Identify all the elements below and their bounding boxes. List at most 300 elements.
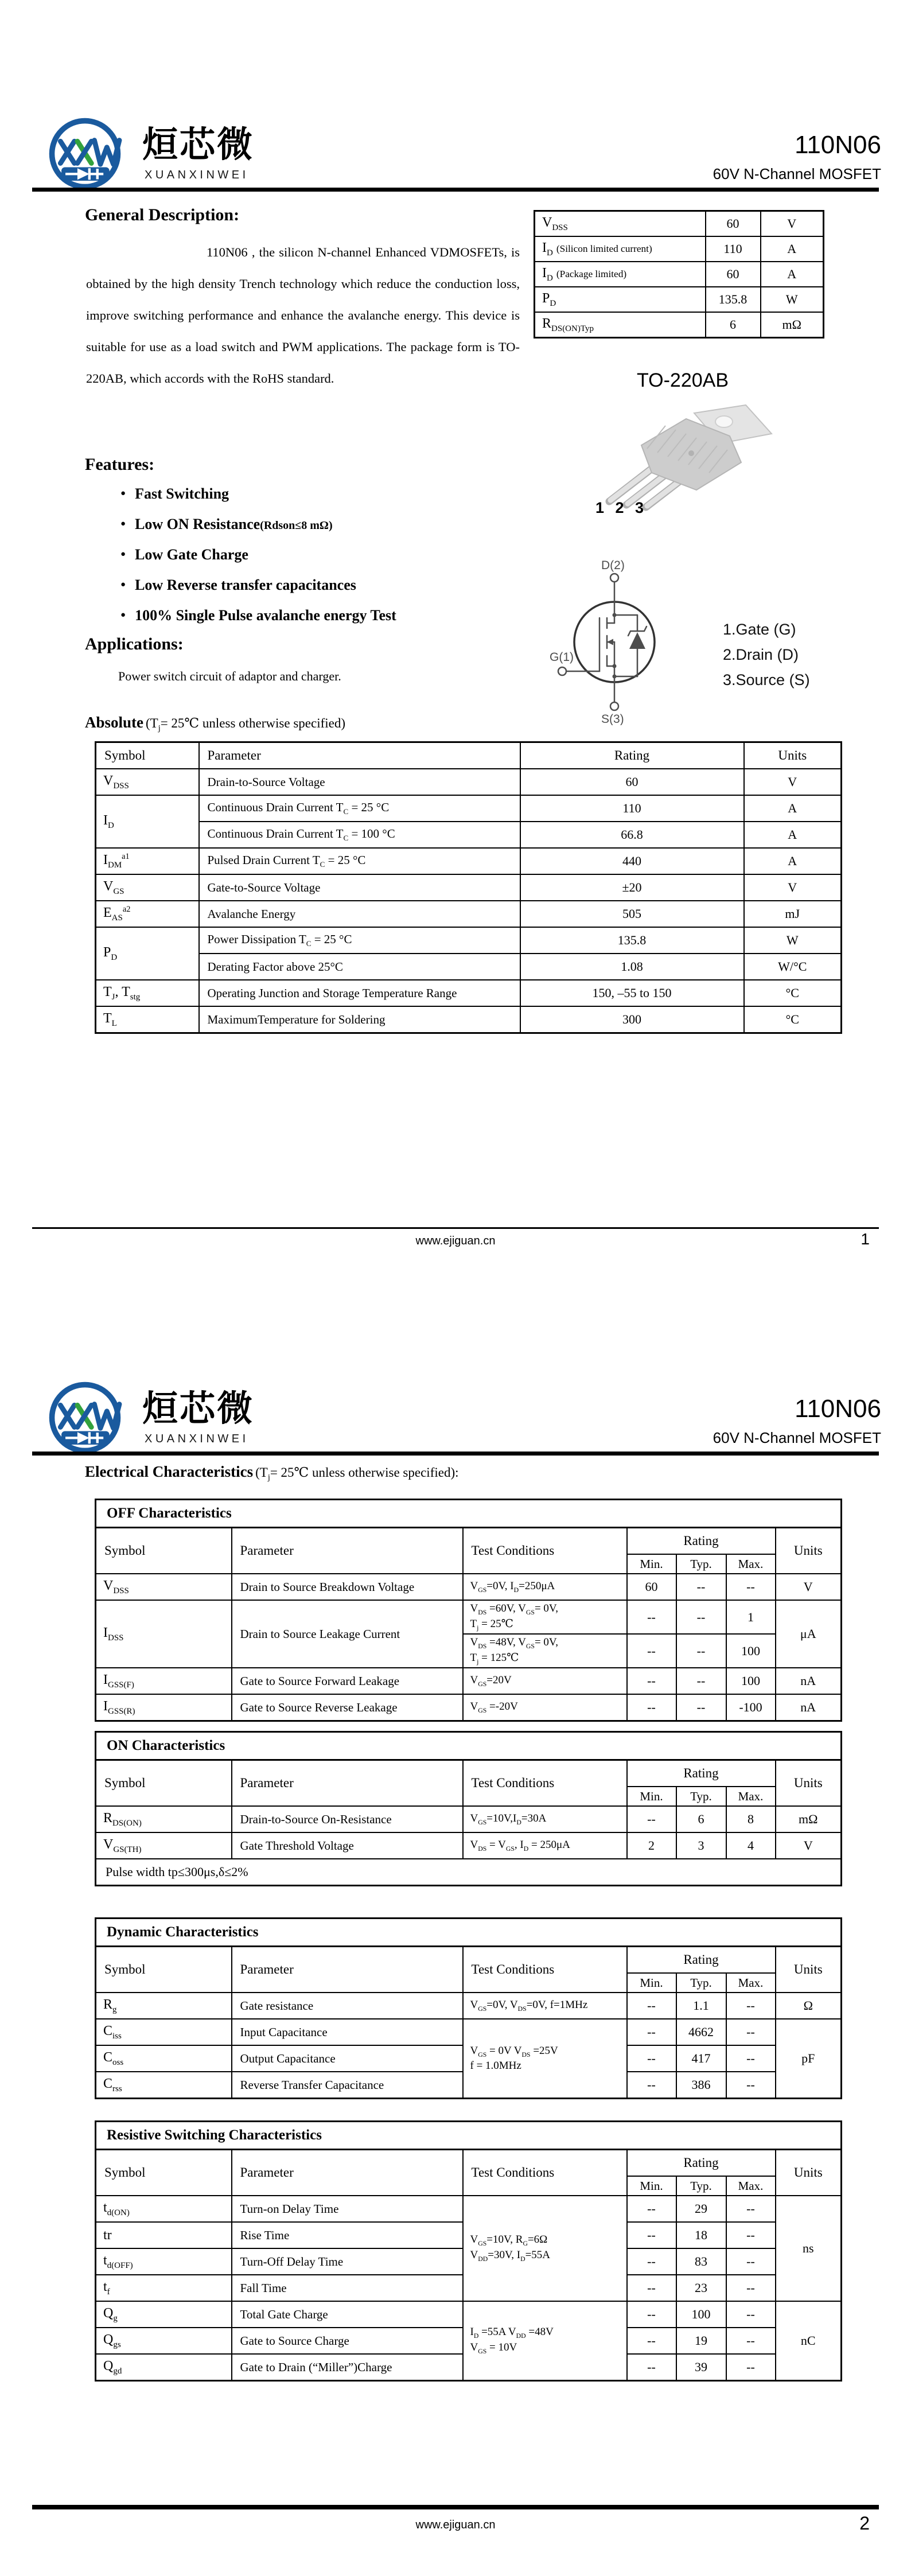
table-cell: nA: [776, 1668, 842, 1694]
table-cell: 60: [627, 1574, 676, 1600]
table-cell: Parameter: [232, 2150, 463, 2196]
table-cell: Test Conditions: [463, 1947, 627, 1993]
absolute-ratings-heading-bold: Absolute: [85, 714, 144, 731]
page-number: 1: [861, 1230, 870, 1248]
table-cell: mJ: [744, 901, 842, 927]
table-cell: $V_{DSS}$: [535, 211, 706, 237]
table-cell: $C_{oss}$: [96, 2045, 232, 2072]
table-row: [96, 1694, 842, 1721]
table-cell: $I_{GSS(F)}$: [96, 1668, 232, 1694]
table-cell: $E_{AS}^{a2}$: [96, 901, 199, 927]
table-cell: $R_{DS(ON)}$: [96, 1806, 232, 1832]
table-cell: V: [776, 1574, 842, 1600]
header-rule: [32, 1452, 879, 1456]
package-title: TO-220AB: [636, 369, 729, 391]
bullet-icon: ●: [120, 610, 126, 620]
table-row: [96, 1600, 842, 1634]
table-row: [96, 742, 842, 769]
table-cell: --: [627, 2275, 676, 2301]
table-cell: 300: [520, 1006, 744, 1033]
brand-name-cn: 烜芯微: [142, 125, 255, 165]
table-cell: --: [726, 1574, 776, 1600]
electrical-characteristics-heading-bold: Electrical Characteristics: [85, 1463, 254, 1480]
table-row: [535, 312, 824, 338]
table-cell: --: [726, 2072, 776, 2099]
electrical-characteristics-heading-rest: ($T_j=$ 25℃ unless otherwise specified):: [255, 1465, 459, 1482]
table-row: [535, 287, 824, 312]
feature-label: Low ON Resistance: [135, 516, 260, 532]
table-cell: $V_{DSS}$: [96, 1574, 232, 1600]
brand-name-en: XUANXINWEI: [145, 1433, 249, 1445]
table-cell: Min.: [627, 1973, 676, 1993]
table-row: [96, 1500, 842, 1528]
table-cell: Ω: [776, 1993, 842, 2019]
table-row: [96, 1859, 842, 1886]
table-cell: Min.: [627, 1554, 676, 1574]
table-cell: --: [676, 1694, 726, 1721]
absolute-ratings-table: [95, 741, 842, 1034]
table-cell: Drain to Source Leakage Current: [232, 1600, 463, 1668]
bullet-icon: ●: [120, 489, 126, 498]
table-cell: --: [627, 2301, 676, 2328]
table-cell: Symbol: [96, 1947, 232, 1993]
table-row: [96, 927, 842, 954]
table-cell: W/°C: [744, 954, 842, 980]
table-cell: Fall Time: [232, 2275, 463, 2301]
table-row: [96, 1832, 842, 1859]
table-cell: 23: [676, 2275, 726, 2301]
table-cell: $I_{GSS(R)}$: [96, 1694, 232, 1721]
table-row: [96, 1732, 842, 1760]
table-cell: Turn-Off Delay Time: [232, 2248, 463, 2275]
table-cell: Dynamic Characteristics: [96, 1919, 842, 1947]
table-cell: Power Dissipation $T_C = 25$ °C: [199, 927, 520, 954]
brand-name-en: XUANXINWEI: [145, 169, 249, 181]
table-cell: Test Conditions: [463, 1528, 627, 1574]
table-cell: nC: [776, 2301, 842, 2381]
table-cell: --: [627, 2196, 676, 2222]
brand-logo: [42, 111, 127, 196]
table-row: [96, 2019, 842, 2045]
table-cell: 386: [676, 2072, 726, 2099]
table-cell: Units: [776, 1528, 842, 1574]
table-cell: Gate to Source Forward Leakage: [232, 1668, 463, 1694]
table-cell: V: [744, 874, 842, 901]
pin-legend-gate: 1.Gate (G): [723, 621, 796, 638]
table-cell: μA: [776, 1600, 842, 1668]
table-cell: W: [761, 287, 824, 312]
table-row: [96, 980, 842, 1006]
table-cell: Gate-to-Source Voltage: [199, 874, 520, 901]
table-cell: ±20: [520, 874, 744, 901]
table-cell: --: [627, 1993, 676, 2019]
table-cell: --: [726, 2045, 776, 2072]
table-cell: Operating Junction and Storage Temperature Range: [199, 980, 520, 1006]
general-description-heading: General Description:: [85, 205, 240, 224]
table-cell: Input Capacitance: [232, 2019, 463, 2045]
table-cell: W: [744, 927, 842, 954]
table-cell: Gate to Source Charge: [232, 2328, 463, 2354]
table-cell: °C: [744, 980, 842, 1006]
dynamic-characteristics-table-grid: [95, 1917, 842, 2099]
table-cell: V: [744, 769, 842, 795]
bullet-icon: ●: [120, 519, 126, 528]
dynamic-characteristics-table: [95, 1917, 842, 2099]
table-row: [96, 954, 842, 980]
table-row: [96, 1760, 842, 1787]
source-terminal-label: S(3): [601, 713, 624, 725]
table-cell: 110: [706, 236, 761, 262]
table-cell: Resistive Switching Characteristics: [96, 2122, 842, 2150]
table-cell: $V_{GS}=0V$, $V_{DS}=0V$, f=1MHz: [463, 1993, 627, 2019]
table-cell: --: [627, 2328, 676, 2354]
mounting-hole: [715, 416, 733, 427]
table-cell: $V_{DS} =60V$, $V_{GS}= 0V$, $T_j$ = 25℃: [463, 1600, 627, 1634]
table-cell: Turn-on Delay Time: [232, 2196, 463, 2222]
table-cell: Symbol: [96, 742, 199, 769]
feature-item: [120, 546, 248, 563]
part-subtitle: 60V N-Channel MOSFET: [713, 165, 881, 182]
electrical-characteristics-heading: [85, 1463, 459, 1483]
table-cell: ns: [776, 2196, 842, 2301]
table-row: [96, 795, 842, 822]
table-cell: $P_D$: [96, 927, 199, 980]
table-row: [96, 822, 842, 848]
table-cell: A: [744, 848, 842, 874]
table-cell: $V_{DS} =48V$, $V_{GS}= 0V$, $T_j$ = 125℃: [463, 1634, 627, 1668]
table-cell: $V_{GS}=0V$, $I_D=250\mu A$: [463, 1574, 627, 1600]
table-cell: $V_{GS}=10V,I_D=30A$: [463, 1806, 627, 1832]
table-cell: $Q_{gd}$: [96, 2354, 232, 2381]
table-cell: $I_{DSS}$: [96, 1600, 232, 1668]
pin-legend-source: 3.Source (S): [723, 671, 810, 688]
feature-label: Low Gate Charge: [135, 546, 248, 563]
table-cell: Symbol: [96, 2150, 232, 2196]
table-cell: Min.: [627, 1787, 676, 1806]
table-cell: Derating Factor above 25°C: [199, 954, 520, 980]
on-characteristics-table: [95, 1731, 842, 1886]
table-cell: Drain to Source Breakdown Voltage: [232, 1574, 463, 1600]
brand-name-cn: 烜芯微: [142, 1389, 255, 1429]
table-cell: Min.: [627, 2176, 676, 2196]
table-cell: Rating: [520, 742, 744, 769]
part-number: 110N06: [795, 131, 881, 159]
table-cell: --: [627, 1694, 676, 1721]
table-cell: 150, –55 to 150: [520, 980, 744, 1006]
table-cell: Pulsed Drain Current $T_C = 25$ °C: [199, 848, 520, 874]
table-cell: 440: [520, 848, 744, 874]
gate-terminal-label: G(1): [550, 651, 574, 664]
table-cell: --: [726, 2275, 776, 2301]
table-cell: Rating: [627, 1947, 776, 1974]
table-cell: 60: [706, 262, 761, 287]
table-cell: Continuous Drain Current $T_C = 100$ °C: [199, 822, 520, 848]
table-cell: $V_{GS} =-20V$: [463, 1694, 627, 1721]
table-cell: Max.: [726, 1973, 776, 1993]
table-row: [96, 874, 842, 901]
table-cell: $t_{d(OFF)}$: [96, 2248, 232, 2275]
package-image: [574, 389, 780, 520]
table-cell: 1: [726, 1600, 776, 1634]
table-cell: Gate Threshold Voltage: [232, 1832, 463, 1859]
table-cell: Avalanche Energy: [199, 901, 520, 927]
table-cell: Typ.: [676, 1554, 726, 1574]
table-cell: Gate resistance: [232, 1993, 463, 2019]
part-subtitle: 60V N-Channel MOSFET: [713, 1429, 881, 1446]
table-cell: Gate to Source Reverse Leakage: [232, 1694, 463, 1721]
table-cell: --: [627, 2248, 676, 2275]
table-cell: $I_D$ (Silicon limited current): [535, 236, 706, 262]
table-cell: $V_{GS}=10V$, $R_G=6\Omega$ $V_{DD}=30V$, $I_D=55A$: [463, 2196, 627, 2301]
absolute-ratings-table-grid: [95, 741, 842, 1034]
table-cell: Max.: [726, 2176, 776, 2196]
table-cell: Typ.: [676, 2176, 726, 2196]
table-cell: $T_L$: [96, 1006, 199, 1033]
table-row: [96, 1806, 842, 1832]
table-row: [96, 1919, 842, 1947]
table-cell: Typ.: [676, 1787, 726, 1806]
table-cell: pF: [776, 2019, 842, 2099]
table-cell: 66.8: [520, 822, 744, 848]
footer-rule: [32, 2505, 879, 2509]
table-cell: 3: [676, 1832, 726, 1859]
resistive-switching-table: [95, 2120, 842, 2382]
brand-logo: [42, 1375, 127, 1460]
table-cell: --: [676, 1574, 726, 1600]
feature-item: [120, 485, 229, 503]
table-cell: Typ.: [676, 1973, 726, 1993]
summary-ratings-table-grid: [534, 210, 824, 338]
table-cell: Units: [776, 1760, 842, 1807]
table-row: [96, 1947, 842, 1974]
table-cell: --: [726, 1993, 776, 2019]
pin-legend: [723, 621, 810, 696]
table-cell: Symbol: [96, 1528, 232, 1574]
feature-item: [120, 577, 356, 594]
bullet-icon: ●: [120, 580, 126, 589]
table-cell: tr: [96, 2222, 232, 2248]
table-cell: $R_g$: [96, 1993, 232, 2019]
bullet-icon: ●: [120, 550, 126, 559]
table-cell: Drain-to-Source On-Resistance: [232, 1806, 463, 1832]
table-cell: $I_{DM}^{a1}$: [96, 848, 199, 874]
off-characteristics-table: [95, 1499, 842, 1722]
table-cell: Reverse Transfer Capacitance: [232, 2072, 463, 2099]
table-cell: --: [726, 2019, 776, 2045]
table-row: [535, 211, 824, 237]
table-row: [96, 1668, 842, 1694]
table-cell: 18: [676, 2222, 726, 2248]
table-row: [96, 1528, 842, 1555]
table-cell: Total Gate Charge: [232, 2301, 463, 2328]
table-cell: 8: [726, 1806, 776, 1832]
table-cell: $T_J$, $T_{stg}$: [96, 980, 199, 1006]
feature-label: 100% Single Pulse avalanche energy Test: [135, 607, 396, 624]
table-cell: Continuous Drain Current $T_C = 25$ °C: [199, 795, 520, 822]
feature-note: (Rdson≤8 mΩ): [260, 519, 333, 532]
features-heading: Features:: [85, 455, 155, 474]
table-cell: nA: [776, 1694, 842, 1721]
table-cell: Rating: [627, 2150, 776, 2177]
table-cell: Max.: [726, 1787, 776, 1806]
table-cell: 39: [676, 2354, 726, 2381]
table-cell: °C: [744, 1006, 842, 1033]
table-cell: 83: [676, 2248, 726, 2275]
off-characteristics-table-grid: [95, 1499, 842, 1722]
table-cell: ON Characteristics: [96, 1732, 842, 1760]
table-cell: --: [726, 2354, 776, 2381]
header-rule: [32, 188, 879, 192]
table-row: [96, 2301, 842, 2328]
table-cell: mΩ: [761, 312, 824, 338]
table-cell: --: [627, 2019, 676, 2045]
feature-label: Fast Switching: [135, 485, 229, 502]
table-cell: $I_D$ (Package limited): [535, 262, 706, 287]
table-cell: -100: [726, 1694, 776, 1721]
feature-item: [120, 516, 333, 533]
table-cell: V: [761, 211, 824, 237]
table-cell: 505: [520, 901, 744, 927]
table-cell: --: [627, 2072, 676, 2099]
table-cell: Pulse width tp≤300μs,δ≤2%: [96, 1859, 842, 1886]
table-cell: 417: [676, 2045, 726, 2072]
table-cell: --: [726, 2328, 776, 2354]
summary-ratings-table: [534, 210, 824, 338]
table-cell: Rating: [627, 1528, 776, 1555]
feature-label: Low Reverse transfer capacitances: [135, 577, 356, 593]
table-cell: Rating: [627, 1760, 776, 1787]
table-cell: Units: [776, 1947, 842, 1993]
table-cell: $I_D =55A$ $V_{DD} =48V$ $V_{GS} = 10V$: [463, 2301, 627, 2381]
table-row: [96, 2196, 842, 2222]
table-cell: $V_{GS(TH)}$: [96, 1832, 232, 1859]
table-cell: Rise Time: [232, 2222, 463, 2248]
table-cell: 1.1: [676, 1993, 726, 2019]
pin-legend-drain: 2.Drain (D): [723, 646, 799, 663]
table-row: [96, 901, 842, 927]
page-number: 2: [859, 2513, 870, 2534]
table-cell: 4662: [676, 2019, 726, 2045]
table-cell: 60: [520, 769, 744, 795]
table-cell: Parameter: [232, 1528, 463, 1574]
resistive-switching-table-grid: [95, 2120, 842, 2382]
table-row: [96, 769, 842, 795]
table-row: [96, 1574, 842, 1600]
general-description-body: 110N06 , the silicon N-channel Enhanced VDMOSFETs, is obtained by the high density Trench technology which reduce the conduction loss, improve switching performance and enhance the avalanche energy. This device is suitable for use as a load switch and PWM applications. The package form is TO-220AB, which accords with the RoHS standard.: [86, 245, 520, 386]
table-cell: 6: [676, 1806, 726, 1832]
table-cell: 4: [726, 1832, 776, 1859]
table-cell: --: [627, 2354, 676, 2381]
table-cell: V: [776, 1832, 842, 1859]
table-cell: Gate to Drain (“Miller”)Charge: [232, 2354, 463, 2381]
table-cell: 29: [676, 2196, 726, 2222]
footer-site: www.ejiguan.cn: [415, 1235, 496, 1247]
on-characteristics-table-grid: [95, 1731, 842, 1886]
table-cell: $Q_g$: [96, 2301, 232, 2328]
footer-rule: [32, 1227, 879, 1229]
table-cell: $I_D$: [96, 795, 199, 848]
feature-item: [120, 607, 396, 624]
table-cell: $V_{DS} = V_{GS}$, $I_D = 250\mu A$: [463, 1832, 627, 1859]
table-cell: --: [676, 1668, 726, 1694]
table-cell: Max.: [726, 1554, 776, 1574]
table-cell: $V_{GS} = 0V$ $V_{DS} =25V$ f = 1.0MHz: [463, 2019, 627, 2099]
table-cell: 6: [706, 312, 761, 338]
table-cell: 135.8: [520, 927, 744, 954]
table-cell: $R_{DS(ON)Typ}$: [535, 312, 706, 338]
table-cell: A: [761, 236, 824, 262]
table-cell: Test Conditions: [463, 1760, 627, 1807]
footer-site: www.ejiguan.cn: [415, 2519, 496, 2531]
table-cell: --: [726, 2196, 776, 2222]
table-cell: --: [627, 1806, 676, 1832]
table-cell: mΩ: [776, 1806, 842, 1832]
table-cell: MaximumTemperature for Soldering: [199, 1006, 520, 1033]
table-cell: 2: [627, 1832, 676, 1859]
table-row: [535, 262, 824, 287]
table-cell: OFF Characteristics: [96, 1500, 842, 1528]
part-number: 110N06: [795, 1395, 881, 1423]
table-cell: Symbol: [96, 1760, 232, 1807]
applications-heading: Applications:: [85, 635, 184, 653]
table-row: [96, 848, 842, 874]
table-cell: --: [627, 1600, 676, 1634]
absolute-ratings-heading: [85, 714, 345, 734]
table-row: [96, 2150, 842, 2177]
table-cell: $V_{GS}=20V$: [463, 1668, 627, 1694]
table-cell: 100: [726, 1634, 776, 1668]
table-cell: A: [761, 262, 824, 287]
table-cell: 100: [676, 2301, 726, 2328]
table-cell: 135.8: [706, 287, 761, 312]
pin-numbers: 1 2 3: [595, 499, 648, 516]
table-cell: --: [726, 2248, 776, 2275]
table-row: [96, 1993, 842, 2019]
table-cell: Parameter: [232, 1760, 463, 1807]
table-row: [96, 1006, 842, 1033]
table-cell: --: [627, 1668, 676, 1694]
table-cell: Units: [744, 742, 842, 769]
table-cell: Output Capacitance: [232, 2045, 463, 2072]
table-cell: $V_{DSS}$: [96, 769, 199, 795]
table-cell: $t_f$: [96, 2275, 232, 2301]
table-cell: --: [676, 1634, 726, 1668]
table-cell: Test Conditions: [463, 2150, 627, 2196]
table-cell: --: [726, 2222, 776, 2248]
table-cell: $C_{rss}$: [96, 2072, 232, 2099]
table-cell: $Q_{gs}$: [96, 2328, 232, 2354]
table-cell: 110: [520, 795, 744, 822]
table-cell: --: [627, 2045, 676, 2072]
table-cell: 19: [676, 2328, 726, 2354]
mosfet-symbol-diagram: [550, 559, 683, 725]
table-cell: $C_{iss}$: [96, 2019, 232, 2045]
absolute-ratings-heading-rest: ($T_j=$ 25℃ unless otherwise specified): [146, 716, 345, 733]
table-cell: $V_{GS}$: [96, 874, 199, 901]
applications-text: Power switch circuit of adaptor and charger.: [118, 669, 341, 683]
table-cell: 60: [706, 211, 761, 237]
table-cell: $t_{d(ON)}$: [96, 2196, 232, 2222]
table-row: [96, 2122, 842, 2150]
table-cell: 100: [726, 1668, 776, 1694]
table-cell: Units: [776, 2150, 842, 2196]
table-cell: Parameter: [232, 1947, 463, 1993]
table-cell: --: [627, 2222, 676, 2248]
table-cell: A: [744, 822, 842, 848]
table-cell: Drain-to-Source Voltage: [199, 769, 520, 795]
table-cell: A: [744, 795, 842, 822]
table-cell: 1.08: [520, 954, 744, 980]
